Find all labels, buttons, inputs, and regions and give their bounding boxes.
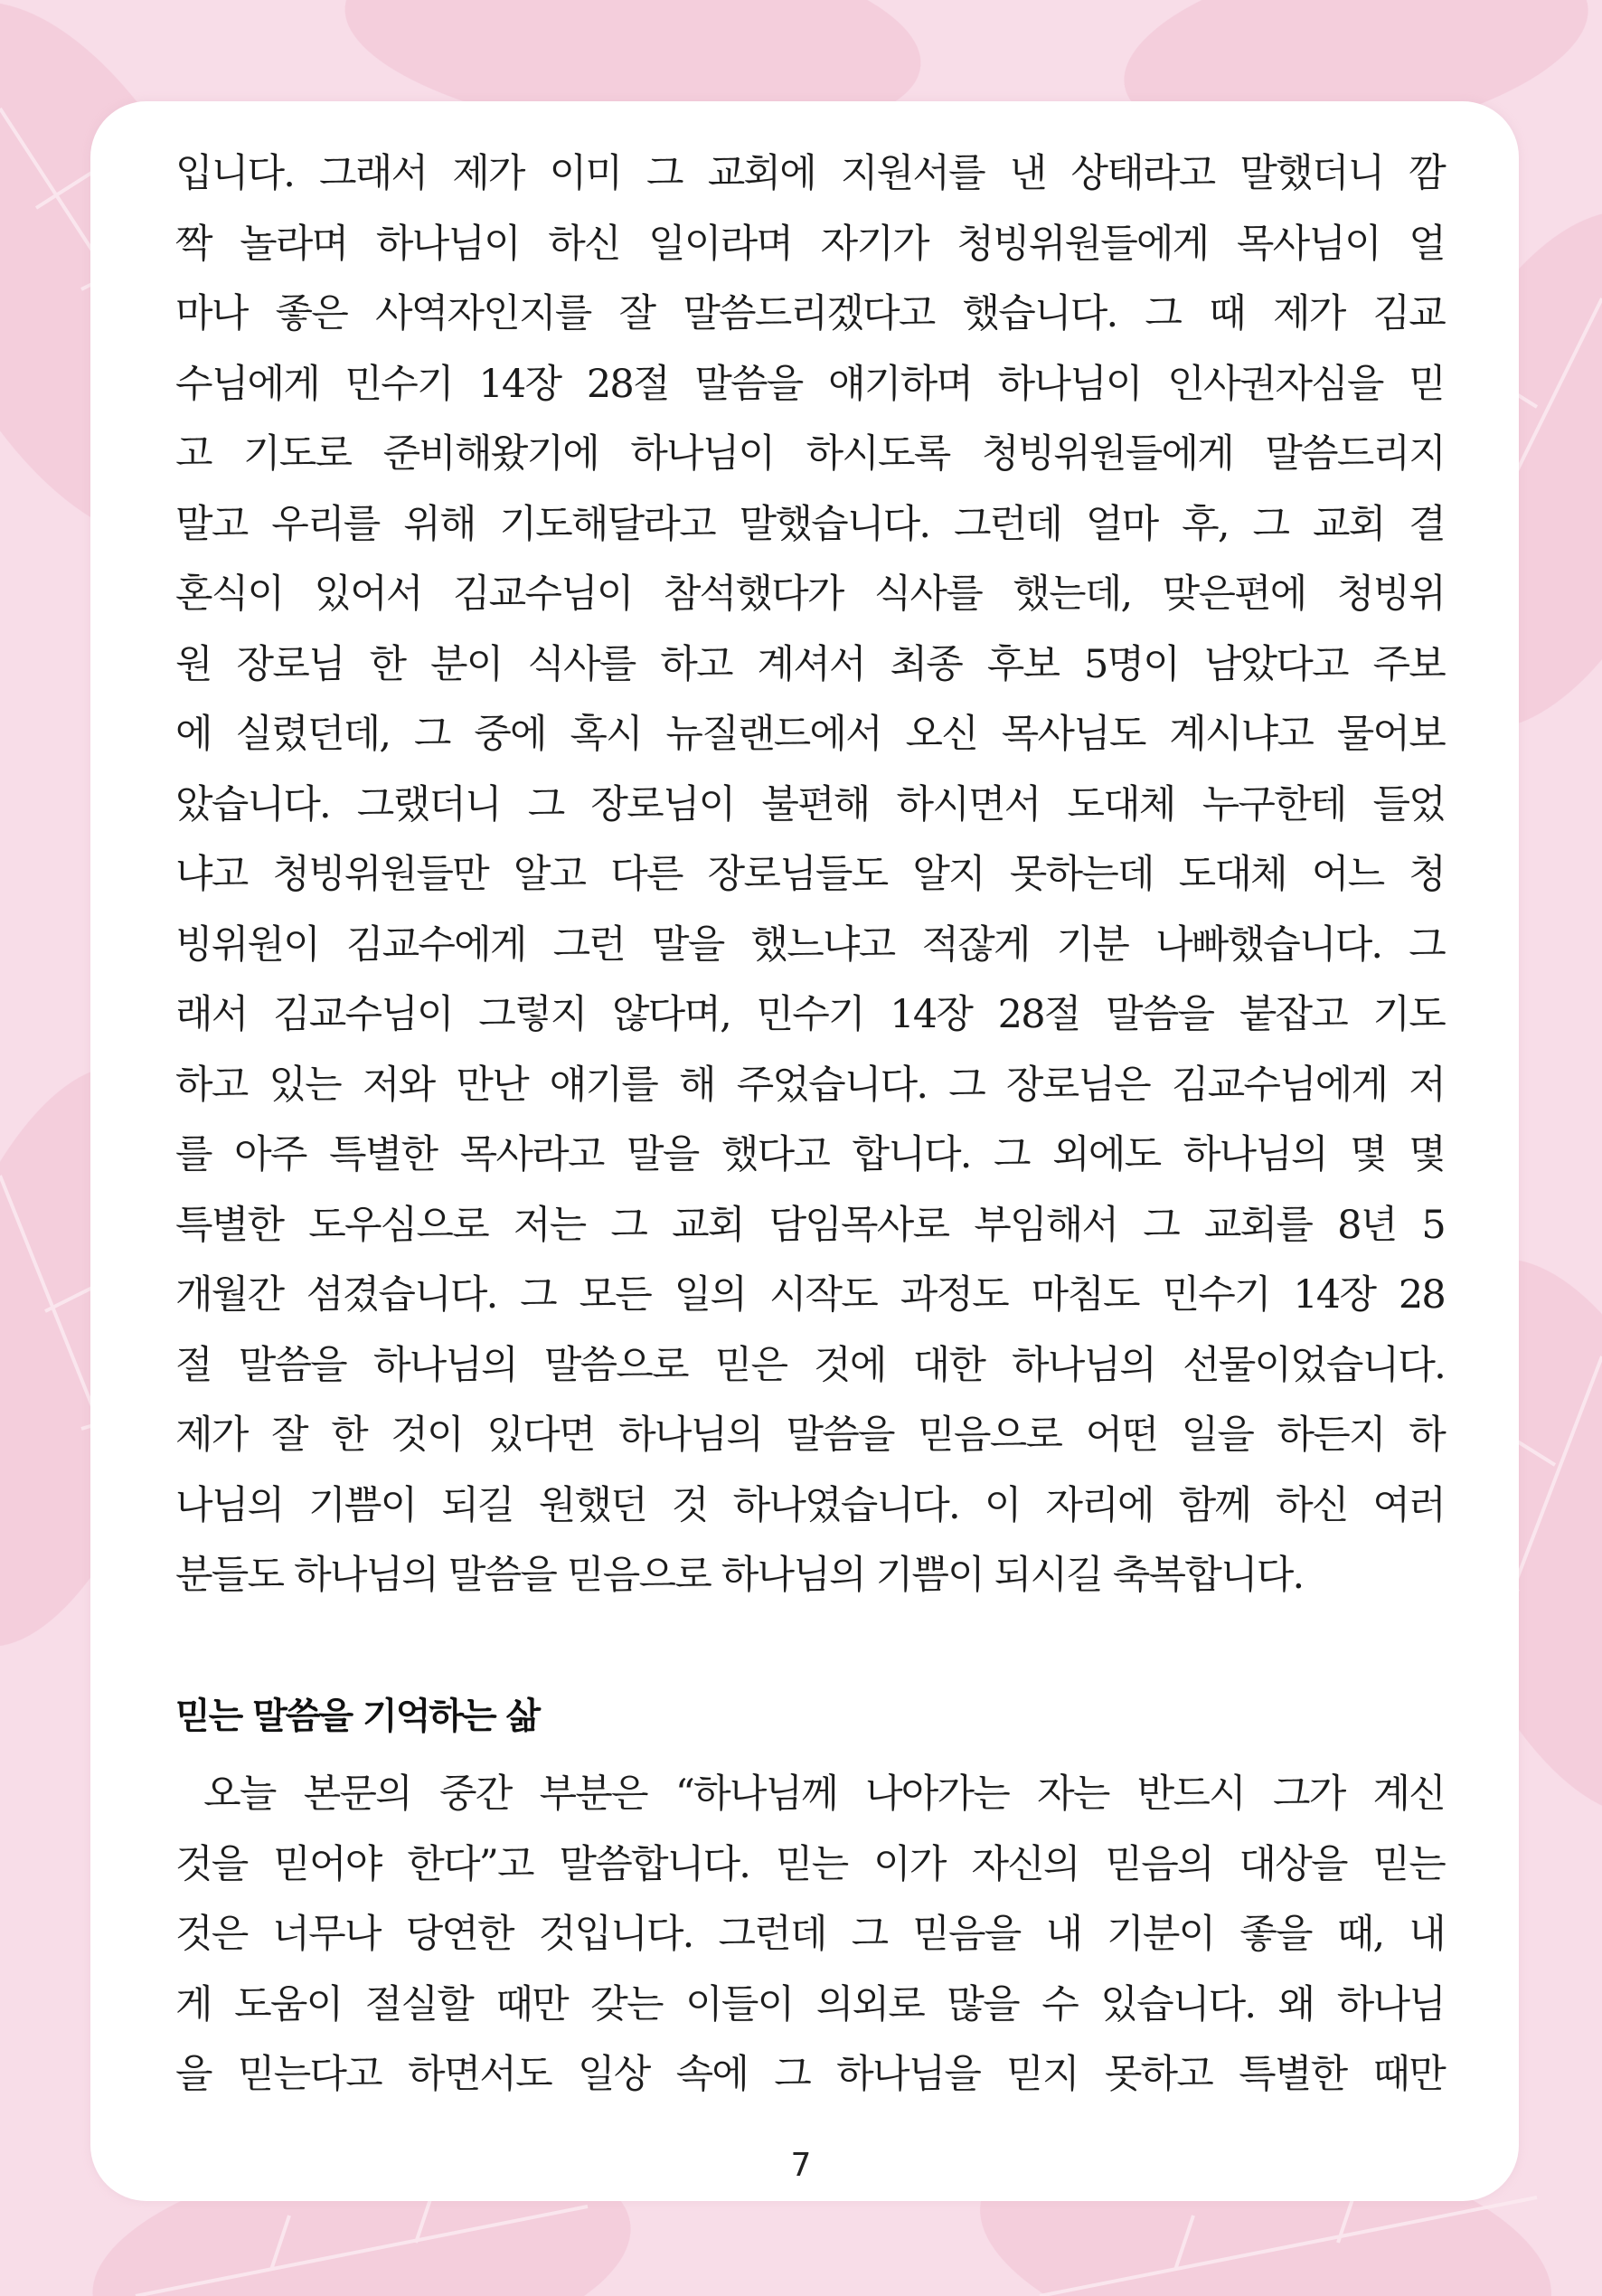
text-line: 를 아주 특별한 목사라고 말을 했다고 합니다. 그 외에도 하나님의 몇 몇 xyxy=(175,1132,1445,1177)
text-line: 하고 있는 저와 만난 얘기를 해 주었습니다. 그 장로님은 김교수님에게 저 xyxy=(175,1062,1445,1108)
text-line: 것은 너무나 당연한 것입니다. 그런데 그 믿음을 내 기분이 좋을 때, 내 xyxy=(175,1912,1445,1957)
text-line: 제가 잘 한 것이 있다면 하나님의 말씀을 믿음으로 어떤 일을 하든지 하 xyxy=(175,1413,1445,1458)
text-line: 분들도 하나님의 말씀을 믿음으로 하나님의 기쁨이 되시길 축복합니다. xyxy=(175,1553,1304,1598)
text-line: 특별한 도우심으로 저는 그 교회 담임목사로 부임해서 그 교회를 8년 5 xyxy=(175,1202,1445,1248)
body-paragraph-2 xyxy=(175,1760,1445,2111)
text-line: 에 실렸던데, 그 중에 혹시 뉴질랜드에서 오신 목사님도 계시냐고 물어보 xyxy=(175,712,1445,757)
text-line: 마나 좋은 사역자인지를 잘 말씀드리겠다고 했습니다. 그 때 제가 김교 xyxy=(175,291,1445,336)
text-line: 나님의 기쁨이 되길 원했던 것 하나였습니다. 이 자리에 함께 하신 여러 xyxy=(175,1482,1445,1528)
text-line: 것을 믿어야 한다”고 말씀합니다. 믿는 이가 자신의 믿음의 대상을 믿는 xyxy=(175,1841,1445,1887)
text-line: 말고 우리를 위해 기도해달라고 말했습니다. 그런데 얼마 후, 그 교회 결 xyxy=(175,501,1445,547)
text-line: 았습니다. 그랬더니 그 장로님이 불편해 하시면서 도대체 누구한테 들었 xyxy=(175,781,1445,827)
text-line: 절 말씀을 하나님의 말씀으로 믿은 것에 대한 하나님의 선물이었습니다. xyxy=(175,1342,1445,1388)
text-line: 오늘 본문의 중간 부분은 “하나님께 나아가는 자는 반드시 그가 계신 xyxy=(175,1772,1445,1817)
page-number: 7 xyxy=(790,2147,812,2184)
body-paragraph-1 xyxy=(175,139,1445,1611)
text-line: 수님에게 민수기 14장 28절 말씀을 얘기하며 하나님이 인사권자심을 믿 xyxy=(175,361,1445,407)
text-line: 짝 놀라며 하나님이 하신 일이라며 자기가 청빙위원들에게 목사님이 얼 xyxy=(175,221,1445,267)
text-line: 게 도움이 절실할 때만 갖는 이들이 의외로 많을 수 있습니다. 왜 하나님 xyxy=(175,1981,1445,2027)
text-line: 원 장로님 한 분이 식사를 하고 계셔서 최종 후보 5명이 남았다고 주보 xyxy=(175,641,1445,687)
text-line: 개월간 섬겼습니다. 그 모든 일의 시작도 과정도 마침도 민수기 14장 28 xyxy=(175,1272,1445,1318)
section-heading: 믿는 말씀을 기억하는 삶 xyxy=(175,1696,540,1737)
text-line: 고 기도로 준비해왔기에 하나님이 하시도록 청빙위원들에게 말씀드리지 xyxy=(175,431,1445,477)
text-line: 래서 김교수님이 그렇지 않다며, 민수기 14장 28절 말씀을 붙잡고 기도 xyxy=(175,992,1445,1037)
text-line: 빙위원이 김교수에게 그런 말을 했느냐고 적잖게 기분 나빠했습니다. 그 xyxy=(175,921,1445,968)
text-line: 입니다. 그래서 제가 이미 그 교회에 지원서를 낸 상태라고 말했더니 깜 xyxy=(175,151,1445,196)
text-line: 을 믿는다고 하면서도 일상 속에 그 하나님을 믿지 못하고 특별한 때만 xyxy=(175,2052,1445,2097)
text-line: 혼식이 있어서 김교수님이 참석했다가 식사를 했는데, 맞은편에 청빙위 xyxy=(175,572,1445,617)
text-line: 냐고 청빙위원들만 알고 다른 장로님들도 알지 못하는데 도대체 어느 청 xyxy=(175,852,1445,897)
